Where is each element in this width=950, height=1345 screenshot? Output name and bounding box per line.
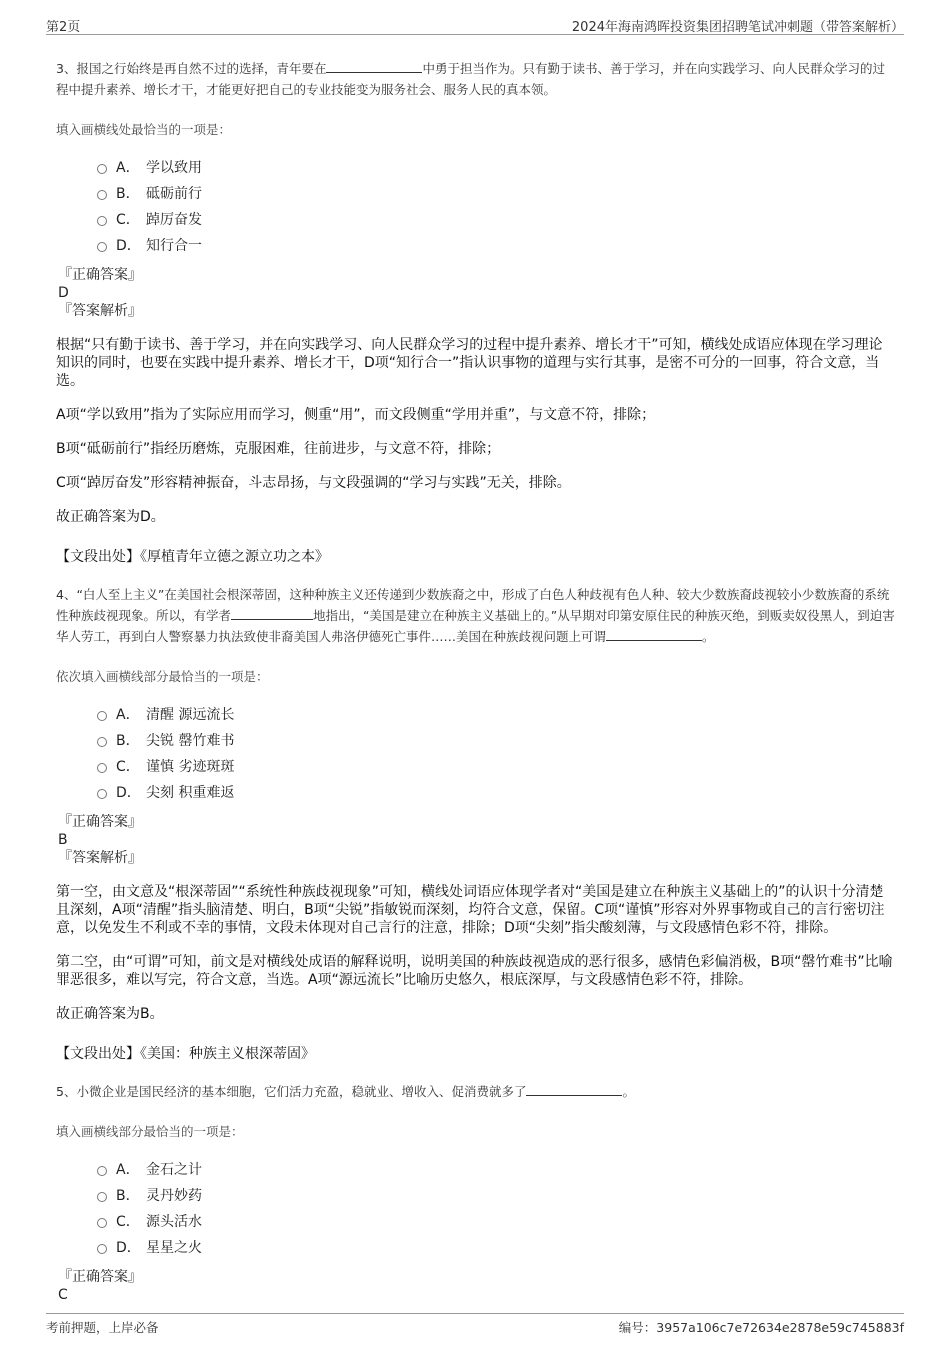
question-prompt: 依次填入画横线部分最恰当的一项是： (56, 669, 269, 684)
radio-icon[interactable] (97, 1244, 107, 1254)
option-b[interactable]: B． 尖锐 罄竹难书 (97, 727, 896, 753)
page-header (46, 16, 904, 35)
radio-icon[interactable] (97, 164, 107, 174)
analysis-label: 『答案解析』 (58, 303, 142, 319)
option-a[interactable]: A． 金石之计 (97, 1156, 896, 1182)
option-b[interactable]: B． 灵丹妙药 (97, 1182, 896, 1208)
fill-blank (526, 1083, 622, 1096)
option-list (97, 701, 896, 805)
option-d[interactable]: D． 星星之火 (97, 1234, 896, 1260)
analysis-paragraph: 根据“只有勤于读书、善于学习，并在向实践学习、向人民群众学习的过程中提升素养、增长才干”可知，横线处成语应体现在学习理论知识的同时，也要在实践中提升素养、增长才干，D项“知行合一”指认识事物的道理与实行其事，是密不可分的一回事，符合文意，当选。 (56, 337, 883, 389)
question-stem: 3、报国之行始终是再自然不过的选择，青年要在 中勇于担当作为。只有勤于读书、善于学习，并在向实践学习、向人民群众学习的过程中提升素养、增长才干，才能更好把自己的专业技能变为服务社会、服务人民的真本领。 (56, 61, 885, 97)
document-code: 编号：3957a106c7e72634e2878e59c745883f (618, 1320, 904, 1335)
question-4 (56, 584, 896, 1063)
option-c[interactable]: C． 源头活水 (97, 1208, 896, 1234)
radio-icon[interactable] (97, 789, 107, 799)
option-d[interactable]: D． 知行合一 (97, 232, 896, 258)
question-prompt: 填入画横线处最恰当的一项是： (56, 122, 232, 137)
radio-icon[interactable] (97, 1166, 107, 1176)
correct-answer: C (58, 1287, 68, 1303)
fill-blank (231, 607, 313, 620)
page-footer (46, 1313, 904, 1337)
analysis-paragraph: 第二空，由“可谓”可知，前文是对横线处成语的解释说明，说明美国的种族歧视造成的恶行很多，感情色彩偏消极，B项“罄竹难书”比喻罪恶很多，难以写完，符合文意，当选。A项“源远流长”比喻历史悠久，根底深厚，与文段感情色彩不符，排除。 (56, 954, 893, 988)
radio-icon[interactable] (97, 763, 107, 773)
question-stem: 5、小微企业是国民经济的基本细胞，它们活力充盈，稳就业、增收入、促消费就多了 。 (56, 1084, 635, 1099)
radio-icon[interactable] (97, 1218, 107, 1228)
analysis-paragraph: B项“砥砺前行”指经历磨炼，克服困难，往前进步，与文意不符，排除； (56, 441, 501, 457)
correct-answer: D (58, 285, 69, 301)
page-number: 第2页 (46, 20, 81, 35)
fill-blank (606, 628, 702, 641)
question-3 (56, 58, 896, 566)
option-c[interactable]: C． 谨慎 劣迹斑斑 (97, 753, 896, 779)
question-5 (56, 1081, 896, 1304)
option-list (97, 154, 896, 258)
correct-answer-label: 『正确答案』 (58, 814, 142, 830)
option-d[interactable]: D． 尖刻 积重难返 (97, 779, 896, 805)
radio-icon[interactable] (97, 737, 107, 747)
radio-icon[interactable] (97, 190, 107, 200)
radio-icon[interactable] (97, 711, 107, 721)
question-stem: 4、“白人至上主义”在美国社会根深蒂固，这种种族主义还传递到少数族裔之中，形成了白色人种歧视有色人种、较大少数族裔歧视较小少数族裔的系统性种族歧视现象。所以，有学者 地指出，“美国是建立在种族主义基础上的。”从早期对印第安原住民的种族灭绝，到贩卖奴役黑人，到迫害华人劳工，再到白人警察暴力执法致使非裔美国人弗洛伊德死亡事件……美国在种族歧视问题上可谓 。 (56, 587, 895, 644)
analysis-conclusion: 故正确答案为D。 (56, 509, 165, 525)
analysis-conclusion: 故正确答案为B。 (56, 1006, 164, 1022)
option-list (97, 1156, 896, 1260)
fill-blank (326, 60, 422, 73)
option-b[interactable]: B． 砥砺前行 (97, 180, 896, 206)
source-citation: 【文段出处】《美国：种族主义根深蒂固》 (56, 1046, 315, 1062)
correct-answer: B (58, 832, 68, 848)
document-body (56, 58, 896, 1304)
analysis-paragraph: C项“踔厉奋发”形容精神振奋，斗志昂扬，与文段强调的“学习与实践”无关，排除。 (56, 475, 571, 491)
analysis-label: 『答案解析』 (58, 850, 142, 866)
radio-icon[interactable] (97, 216, 107, 226)
footer-slogan: 考前押题，上岸必备 (46, 1320, 159, 1335)
option-c[interactable]: C． 踔厉奋发 (97, 206, 896, 232)
document-title: 2024年海南鸿晖投资集团招聘笔试冲刺题（带答案解析） (571, 20, 904, 35)
analysis-paragraph: A项“学以致用”指为了实际应用而学习，侧重“用”，而文段侧重“学用并重”，与文意不符，排除； (56, 407, 656, 423)
option-a[interactable]: A． 清醒 源远流长 (97, 701, 896, 727)
correct-answer-label: 『正确答案』 (58, 267, 142, 283)
analysis-paragraph: 第一空，由文意及“根深蒂固”“系统性种族歧视现象”可知，横线处词语应体现学者对“美国是建立在种族主义基础上的”的认识十分清楚且深刻，A项“清醒”指头脑清楚、明白，B项“尖锐”指敏锐而深刻，均符合文意，保留。C项“谨慎”形容对外界事物或自己的言行密切注意，以免发生不利或不幸的事情，文段未体现对自己言行的注意，排除；D项“尖刻”指尖酸刻薄，与文段感情色彩不符，排除。 (56, 884, 885, 936)
radio-icon[interactable] (97, 242, 107, 252)
source-citation: 【文段出处】《厚植青年立德之源立功之本》 (56, 549, 329, 565)
question-prompt: 填入画横线部分最恰当的一项是： (56, 1124, 244, 1139)
radio-icon[interactable] (97, 1192, 107, 1202)
option-a[interactable]: A． 学以致用 (97, 154, 896, 180)
correct-answer-label: 『正确答案』 (58, 1269, 142, 1285)
